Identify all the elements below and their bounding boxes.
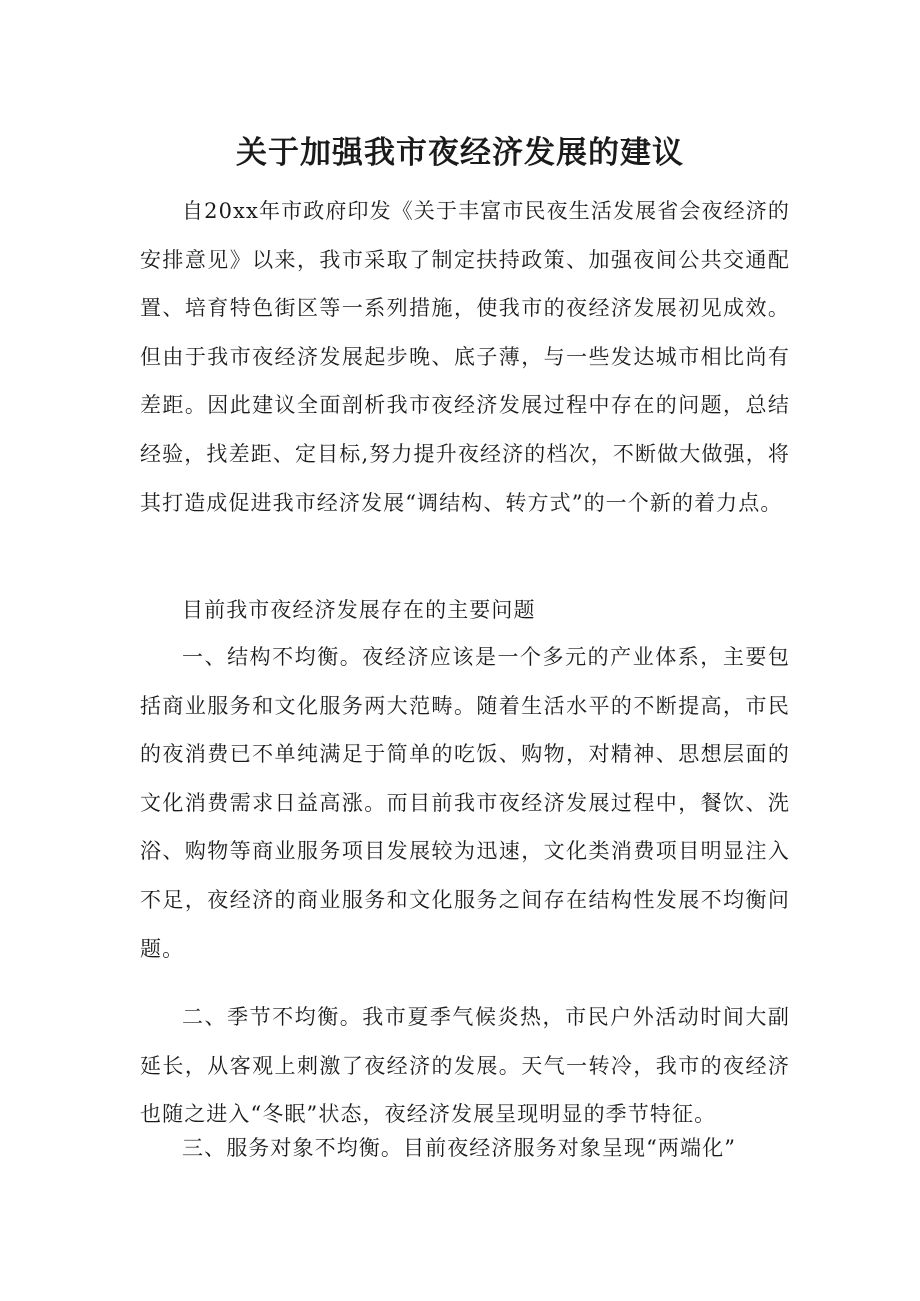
intro-text: 自20xx年市政府印发《关于丰富市民夜生活发展省会夜经济的安排意见》以来，我市采取了制定扶持政策、加强夜间公共交通配置、培育特色街区等一系列措施，使我市的夜经济发展初见成效。但由于我市夜经济发展起步晚、底子薄，与一些发达城市相比尚有差距。因此建议全面剖析我市夜经济发展过程中存在的问题，总结经验，找差距、定目标,努力提升夜经济的档次，不断做大做强，将其打造成促进我市经济发展“调结构、转方式”的一个新的着力点。	[140, 199, 790, 515]
intro-paragraph	[140, 187, 790, 527]
point-2-text: 二、季节不均衡。我市夏季气候炎热，市民户外活动时间大副延长，从客观上刺激了夜经济的发展。天气一转冷，我市的夜经济也随之进入“冬眠”状态，夜经济发展呈现明显的季节特征。	[140, 1005, 790, 1127]
document-title: 关于加强我市夜经济发展的建议	[236, 135, 684, 171]
point-1-text: 一、结构不均衡。夜经济应该是一个多元的产业体系，主要包括商业服务和文化服务两大范畴。随着生活水平的不断提高，市民的夜消费已不单纯满足于简单的吃饭、购物，对精神、思想层面的文化消费需求日益高涨。而目前我市夜经济发展过程中，餐饮、洗浴、购物等商业服务项目发展较为迅速，文化类消费项目明显注入不足，夜经济的商业服务和文化服务之间存在结构性发展不均衡问题。	[140, 645, 790, 961]
point-3-paragraph	[140, 1124, 790, 1173]
point-3-text: 三、服务对象不均衡。目前夜经济服务对象呈现“两端化”	[182, 1136, 737, 1160]
section-heading-text: 目前我市夜经济发展存在的主要问题	[182, 598, 536, 622]
point-1-paragraph	[140, 633, 790, 973]
point-2-paragraph	[140, 993, 790, 1139]
section-heading	[140, 586, 790, 635]
